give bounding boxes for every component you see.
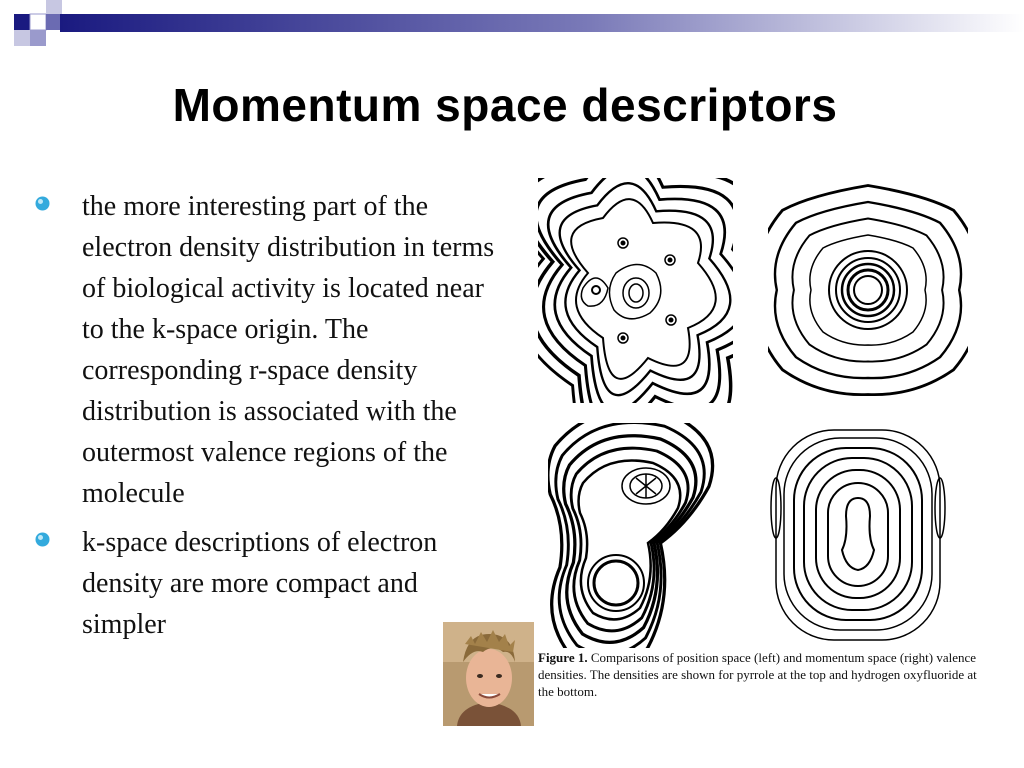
hof-position-plot [548,409,713,648]
bullet-list [30,186,530,653]
figure-caption [538,649,978,700]
bullet-icon [35,532,50,547]
bullet-icon [35,196,50,211]
pyrrole-momentum-plot [758,185,968,394]
hof-momentum-plot [771,430,945,640]
bullet-item [30,522,442,645]
speaker-photo [443,622,534,726]
bullet-text: k-space descriptions of electron density are more compact and simpler [82,527,438,640]
density-contour-figure [538,178,968,648]
caption-label: Figure 1. [538,650,588,665]
bullet-item [30,186,512,514]
caption-text: Comparisons of position space (left) and momentum space (right) valence densities. The densities are shown for pyrrole at the top and hydrogen oxyfluoride at the bottom. [538,650,977,699]
slide-title: Momentum space descriptors [172,79,838,131]
pyrrole-position-plot [538,178,793,465]
bullet-text: the more interesting part of the electron density distribution in terms of biological activity is located near to the k-space origin. The corresponding r-space density distribution is associated with the outermost valence regions of the molecule [82,191,495,509]
header-banner [0,0,1024,62]
